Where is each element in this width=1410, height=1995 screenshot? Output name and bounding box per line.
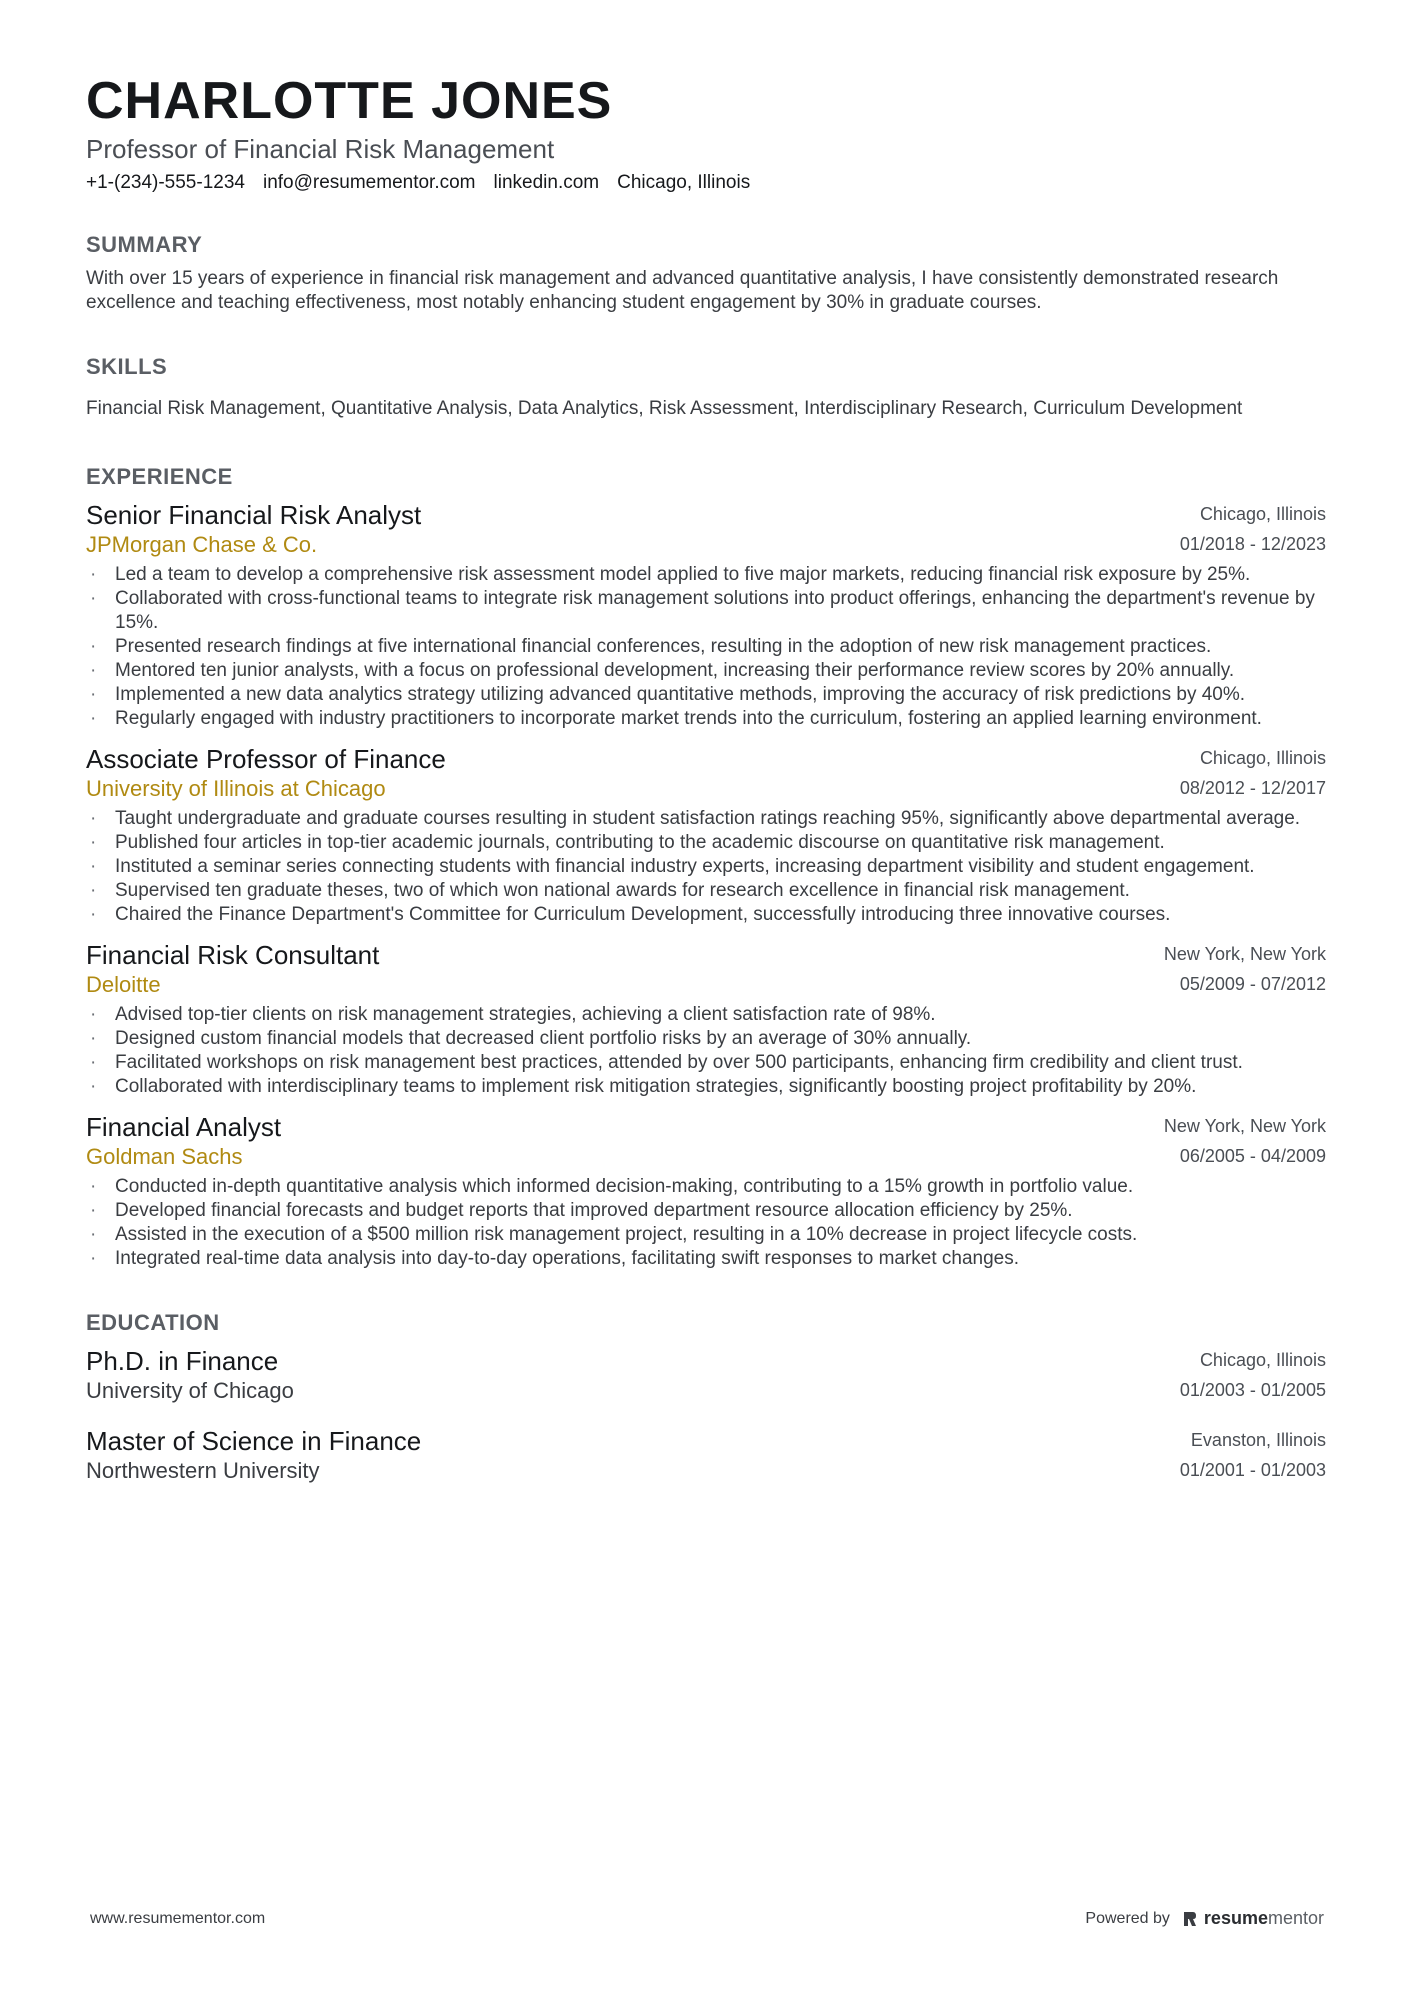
logo-text-bold: resume: [1203, 1908, 1268, 1928]
company-name: Goldman Sachs: [86, 1144, 243, 1169]
candidate-name: CHARLOTTE JONES: [86, 72, 613, 130]
footer-website-link[interactable]: www.resumementor.com: [90, 1909, 266, 1927]
school-name: Northwestern University: [86, 1458, 320, 1483]
location: Chicago, Illinois: [617, 172, 751, 193]
bullet-item: · Facilitated workshops on risk management best practices, attended by over 500 participants, enhancing firm credibility and client trust.: [86, 1051, 1326, 1075]
job-dates: 08/2012 - 12/2017: [1179, 778, 1326, 798]
job-location: Chicago, Illinois: [1199, 748, 1326, 768]
powered-by-label: Powered by: [1085, 1909, 1170, 1927]
job-location: New York, New York: [1163, 1116, 1326, 1136]
bullet-item: · Assisted in the execution of a $500 million risk management project, resulting in a 10% decrease in project lifecycle costs.: [86, 1223, 1326, 1247]
footer: [90, 1908, 1324, 1929]
logo-text-light: mentor: [1267, 1908, 1324, 1928]
bullet-item: · Developed financial forecasts and budget reports that improved department resource allocation efficiency by 25%.: [86, 1199, 1326, 1223]
job-entry: [86, 499, 1326, 731]
job-entry: [86, 939, 1326, 1099]
edu-location: Chicago, Illinois: [1199, 1350, 1326, 1370]
job-entry: [86, 743, 1326, 927]
bullet-item: · Regularly engaged with industry practitioners to incorporate market trends into the curriculum, fostering an applied learning environment.: [86, 707, 1326, 731]
job-bullets: [86, 807, 1326, 927]
job-title: Associate Professor of Finance: [86, 744, 446, 774]
education-section: [86, 1309, 1326, 1485]
resume-page: [86, 70, 1326, 1485]
job-title: Senior Financial Risk Analyst: [86, 500, 422, 530]
education-entry: [86, 1345, 1326, 1405]
summary-text: With over 15 years of experience in financial risk management and advanced quantitative analysis, I have consistently demonstrated research excellence and teaching effectiveness, most notably enhancing student engagement by 30% in graduate courses.: [86, 268, 1279, 313]
section-heading: SUMMARY: [86, 232, 203, 257]
skills-section: [86, 353, 1326, 421]
edu-dates: 01/2001 - 01/2003: [1179, 1460, 1326, 1480]
bullet-item: · Designed custom financial models that decreased client portfolio risks by an average of 30% annually.: [86, 1027, 1326, 1051]
powered-by: [1085, 1908, 1324, 1929]
bullet-item: · Instituted a seminar series connecting students with financial industry experts, increasing department visibility and student engagement.: [86, 855, 1326, 879]
bullet-item: · Collaborated with cross-functional teams to integrate risk management solutions into product offerings, enhancing the department's revenue by 15%.: [86, 587, 1326, 635]
job-title: Financial Risk Consultant: [86, 940, 380, 970]
resumementor-logo[interactable]: [1182, 1908, 1324, 1929]
bullet-item: · Presented research findings at five international financial conferences, resulting in the adoption of new risk management practices.: [86, 635, 1326, 659]
job-dates: 05/2009 - 07/2012: [1179, 974, 1326, 994]
education-entry: [86, 1425, 1326, 1485]
section-heading: SKILLS: [86, 354, 168, 379]
resumementor-logo-icon: [1182, 1910, 1198, 1928]
bullet-item: · Led a team to develop a comprehensive risk assessment model applied to five major markets, reducing financial risk exposure by 25%.: [86, 563, 1326, 587]
experience-section: [86, 463, 1326, 1271]
bullet-item: · Conducted in-depth quantitative analysis which informed decision-making, contributing to a 15% growth in portfolio value.: [86, 1175, 1326, 1199]
job-entry: [86, 1111, 1326, 1271]
bullet-item: · Mentored ten junior analysts, with a focus on professional development, increasing their performance review scores by 20% annually.: [86, 659, 1326, 683]
bullet-item: · Published four articles in top-tier academic journals, contributing to the academic discourse on quantitative risk management.: [86, 831, 1326, 855]
job-bullets: [86, 563, 1326, 731]
section-heading: EDUCATION: [86, 1310, 220, 1335]
job-title: Financial Analyst: [86, 1112, 282, 1142]
bullet-item: · Supervised ten graduate theses, two of which won national awards for research excellence in financial risk management.: [86, 879, 1326, 903]
company-name: Deloitte: [86, 972, 161, 997]
job-location: Chicago, Illinois: [1199, 504, 1326, 524]
degree: Ph.D. in Finance: [86, 1346, 279, 1376]
edu-dates: 01/2003 - 01/2005: [1179, 1380, 1326, 1400]
skills-text: Financial Risk Management, Quantitative Analysis, Data Analytics, Risk Assessment, Interdisciplinary Research, Curriculum Development: [86, 398, 1243, 419]
bullet-item: · Collaborated with interdisciplinary teams to implement risk mitigation strategies, significantly boosting project profitability by 20%.: [86, 1075, 1326, 1099]
degree: Master of Science in Finance: [86, 1426, 422, 1456]
company-name: University of Illinois at Chicago: [86, 776, 386, 801]
contact-row: [86, 171, 1326, 195]
job-bullets: [86, 1175, 1326, 1271]
email[interactable]: info@resumementor.com: [262, 172, 476, 193]
school-name: University of Chicago: [86, 1378, 294, 1403]
bullet-item: · Implemented a new data analytics strategy utilizing advanced quantitative methods, improving the accuracy of risk predictions by 40%.: [86, 683, 1326, 707]
bullet-item: · Taught undergraduate and graduate courses resulting in student satisfaction ratings reaching 95%, significantly above departmental average.: [86, 807, 1326, 831]
summary-section: [86, 231, 1326, 315]
job-location: New York, New York: [1163, 944, 1326, 964]
linkedin-link[interactable]: linkedin.com: [493, 172, 600, 193]
candidate-title: Professor of Financial Risk Management: [86, 134, 555, 164]
job-dates: 06/2005 - 04/2009: [1179, 1146, 1326, 1166]
job-dates: 01/2018 - 12/2023: [1179, 534, 1326, 554]
bullet-item: · Chaired the Finance Department's Committee for Curriculum Development, successfully introducing three innovative courses.: [86, 903, 1326, 927]
company-name: JPMorgan Chase & Co.: [86, 532, 318, 557]
edu-location: Evanston, Illinois: [1190, 1430, 1326, 1450]
bullet-item: · Integrated real-time data analysis into day-to-day operations, facilitating swift responses to market changes.: [86, 1247, 1326, 1271]
job-bullets: [86, 1003, 1326, 1099]
section-heading: EXPERIENCE: [86, 464, 233, 489]
bullet-item: · Advised top-tier clients on risk management strategies, achieving a client satisfaction rate of 98%.: [86, 1003, 1326, 1027]
header: [86, 70, 1326, 195]
phone: +1-(234)-555-1234: [86, 172, 245, 193]
